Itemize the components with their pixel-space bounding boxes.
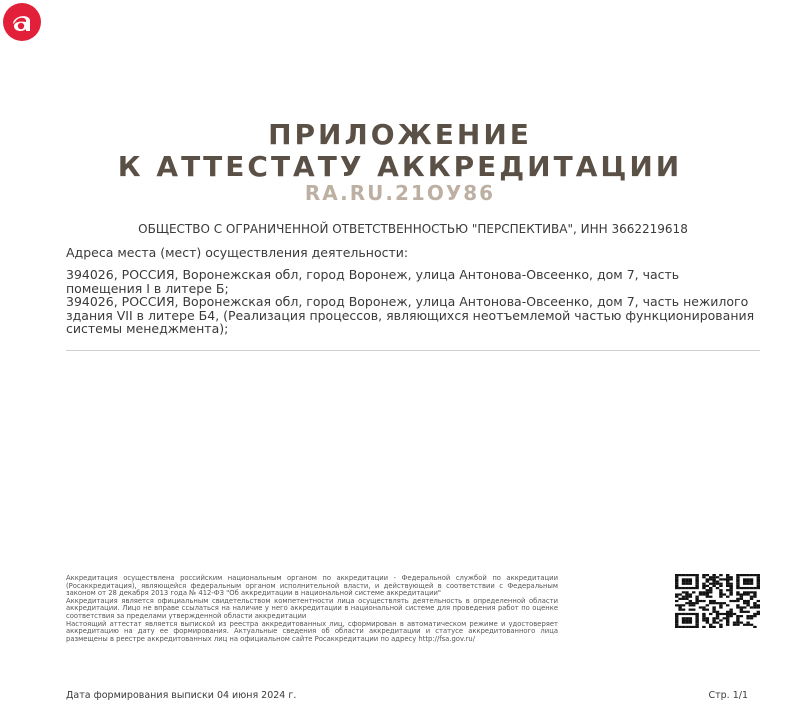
registration-number: RA.RU.21ОУ86 xyxy=(304,181,496,205)
page-number: Стр. 1/1 xyxy=(708,690,748,701)
note-paragraph: Настоящий аттестат является выпиской из реестра аккредитованных лиц, сформирован в автоматическом режиме и удостоверяет аккредитацию на дату ее формирования. Актуальные сведения об области аккредитации и статусе аккредитованного лица размещены в реестре аккредитованных лиц на официальном сайте Росаккредитации по адресу http://fsa.gov.ru/ xyxy=(66,619,558,643)
section-divider xyxy=(66,350,760,351)
addresses-list xyxy=(66,268,756,336)
note-paragraph: Аккредитация осуществлена российским национальным органом по аккредитации - Федеральной службой по аккредитации (Росаккредитация), являющейся федеральным органом исполнительной власти, и действующей в соответствии с Федеральным законом от 28 декабря 2013 года № 412-ФЗ "Об аккредитации в национальной системе аккредитации" xyxy=(66,574,558,598)
address-item: 394026, РОССИЯ, Воронежская обл, город Воронеж, улица Антонова-Овсеенко, дом 7, часть нежилого здания VII в литере Б4, (Реализация процессов, являющихся неотъемлемой частью функционирования системы менеджмента); xyxy=(66,294,755,336)
document-title-line1: ПРИЛОЖЕНИЕ xyxy=(268,118,532,151)
address-item: 394026, РОССИЯ, Воронежская обл, город Воронеж, улица Антонова-Овсеенко, дом 7, часть помещения I в литере Б; xyxy=(66,267,680,296)
issue-date: Дата формирования выписки 04 июня 2024 г. xyxy=(66,690,297,701)
organization-name: ОБЩЕСТВО С ОГРАНИЧЕННОЙ ОТВЕТСТВЕННОСТЬЮ "ПЕРСПЕКТИВА", ИНН 3662219618 xyxy=(138,222,688,236)
document-title-line2: К АТТЕСТАТУ АККРЕДИТАЦИИ xyxy=(117,150,683,183)
qr-code-icon xyxy=(675,574,760,628)
accreditation-notes xyxy=(66,575,558,643)
note-paragraph: Аккредитация является официальным свидетельством компетентности лица осуществлять деятельность в определенной области аккредитации. Лицо не вправе ссылаться на наличие у него аккредитации в национальной системе для проведения работ по оценке соответствия за пределами утвержденной области аккредитации xyxy=(66,596,558,620)
addresses-heading: Адреса места (мест) осуществления деятельности: xyxy=(66,245,409,260)
rosaccreditation-logo-icon xyxy=(2,2,42,42)
